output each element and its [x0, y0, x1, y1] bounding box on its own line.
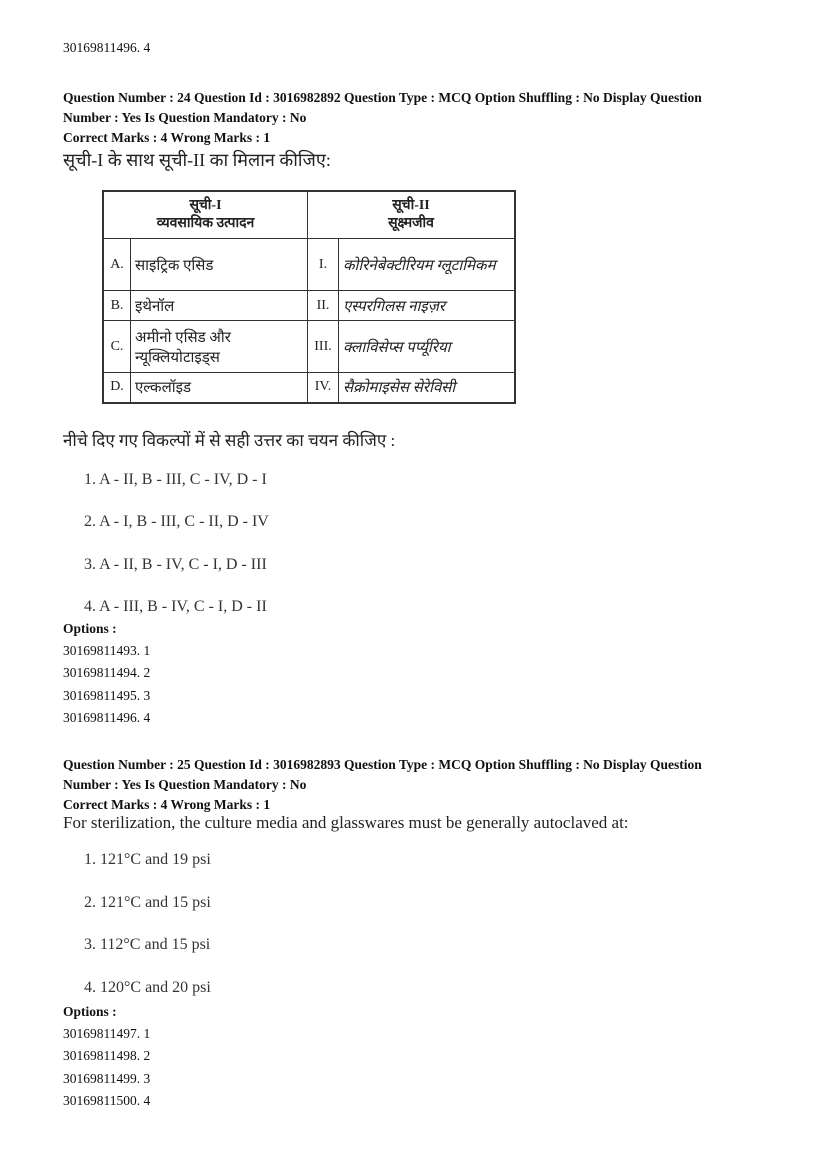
row-a-item: साइट्रिक एसिड: [131, 239, 308, 291]
list1-subtitle: व्यवसायिक उत्पादन: [156, 216, 255, 231]
q25-option-id-1: 30169811497. 1: [63, 1026, 151, 1041]
q25-choice-3: 3. 112°C and 15 psi: [84, 936, 211, 953]
q24-match-table: [102, 190, 516, 404]
row-b-item: इथेनॉल: [131, 291, 308, 321]
q25-choice-2: 2. 121°C and 15 psi: [84, 894, 211, 911]
q25-meta-line2: Number : Yes Is Question Mandatory : No: [63, 777, 307, 792]
q24-meta-line2: Number : Yes Is Question Mandatory : No: [63, 110, 307, 125]
q25-marks: Correct Marks : 4 Wrong Marks : 1: [63, 797, 271, 812]
row-d-item: एल्कलॉइड: [131, 373, 308, 403]
q25-meta: [63, 755, 773, 815]
q24-choice-4: 4. A - III, B - IV, C - I, D - II: [84, 598, 267, 615]
q24-option-id-2: 30169811494. 2: [63, 665, 151, 680]
row-ii-label: II.: [308, 291, 339, 321]
table-row: [103, 291, 515, 321]
list2-subtitle: सूक्ष्मजीव: [388, 216, 434, 231]
q25-option-id-2: 30169811498. 2: [63, 1048, 151, 1063]
row-i-label: I.: [308, 239, 339, 291]
list2-title: सूची-II: [392, 198, 430, 213]
q24-meta: [63, 88, 773, 148]
row-iii-item: क्लाविसेप्स पर्प्यूरिया: [339, 321, 516, 373]
row-c-item: अमीनो एसिड और न्यूक्लियोटाइड्स: [131, 321, 308, 373]
q25-option-id-3: 30169811499. 3: [63, 1071, 151, 1086]
q24-option-id-3: 30169811495. 3: [63, 688, 151, 703]
q25-option-id-4: 30169811500. 4: [63, 1093, 151, 1108]
row-iii-label: III.: [308, 321, 339, 373]
row-i-item: कोरिनेबेक्टीरियम ग्लूटामिकम: [339, 239, 516, 291]
table-row: [103, 239, 515, 291]
list1-header: [103, 191, 308, 239]
row-b-label: B.: [103, 291, 131, 321]
q25-meta-line1: Question Number : 25 Question Id : 3016982893 Question Type : MCQ Option Shuffling : No Display Question: [63, 757, 702, 772]
header-id: 30169811496. 4: [63, 40, 151, 55]
q24-prompt: नीचे दिए गए विकल्पों में से सही उत्तर का चयन कीजिए :: [63, 431, 396, 450]
q25-choice-4: 4. 120°C and 20 psi: [84, 979, 211, 996]
list2-header: [308, 191, 516, 239]
table-row: [103, 373, 515, 403]
q24-option-id-1: 30169811493. 1: [63, 643, 151, 658]
q24-choice-2: 2. A - I, B - III, C - II, D - IV: [84, 513, 269, 530]
q24-meta-line1: Question Number : 24 Question Id : 3016982892 Question Type : MCQ Option Shuffling : No Display Question: [63, 90, 702, 105]
q24-option-id-4: 30169811496. 4: [63, 710, 151, 725]
row-d-label: D.: [103, 373, 131, 403]
q24-choice-1: 1. A - II, B - III, C - IV, D - I: [84, 471, 267, 488]
row-a-label: A.: [103, 239, 131, 291]
row-iv-label: IV.: [308, 373, 339, 403]
row-ii-item: एस्परगिलस नाइज़र: [339, 291, 516, 321]
q24-options-label: Options :: [63, 621, 117, 636]
row-c-label: C.: [103, 321, 131, 373]
q24-marks: Correct Marks : 4 Wrong Marks : 1: [63, 130, 271, 145]
list1-title: सूची-I: [189, 198, 222, 213]
q25-options-label: Options :: [63, 1004, 117, 1019]
q25-question: For sterilization, the culture media and glasswares must be generally autoclaved at:: [63, 813, 629, 832]
q24-choice-3: 3. A - II, B - IV, C - I, D - III: [84, 556, 267, 573]
table-row: [103, 321, 515, 373]
q25-choice-1: 1. 121°C and 19 psi: [84, 851, 211, 868]
row-iv-item: सैक्रोमाइसेस सेरेविसी: [339, 373, 516, 403]
q24-instruction: सूची-I के साथ सूची-II का मिलान कीजिए:: [63, 150, 331, 170]
